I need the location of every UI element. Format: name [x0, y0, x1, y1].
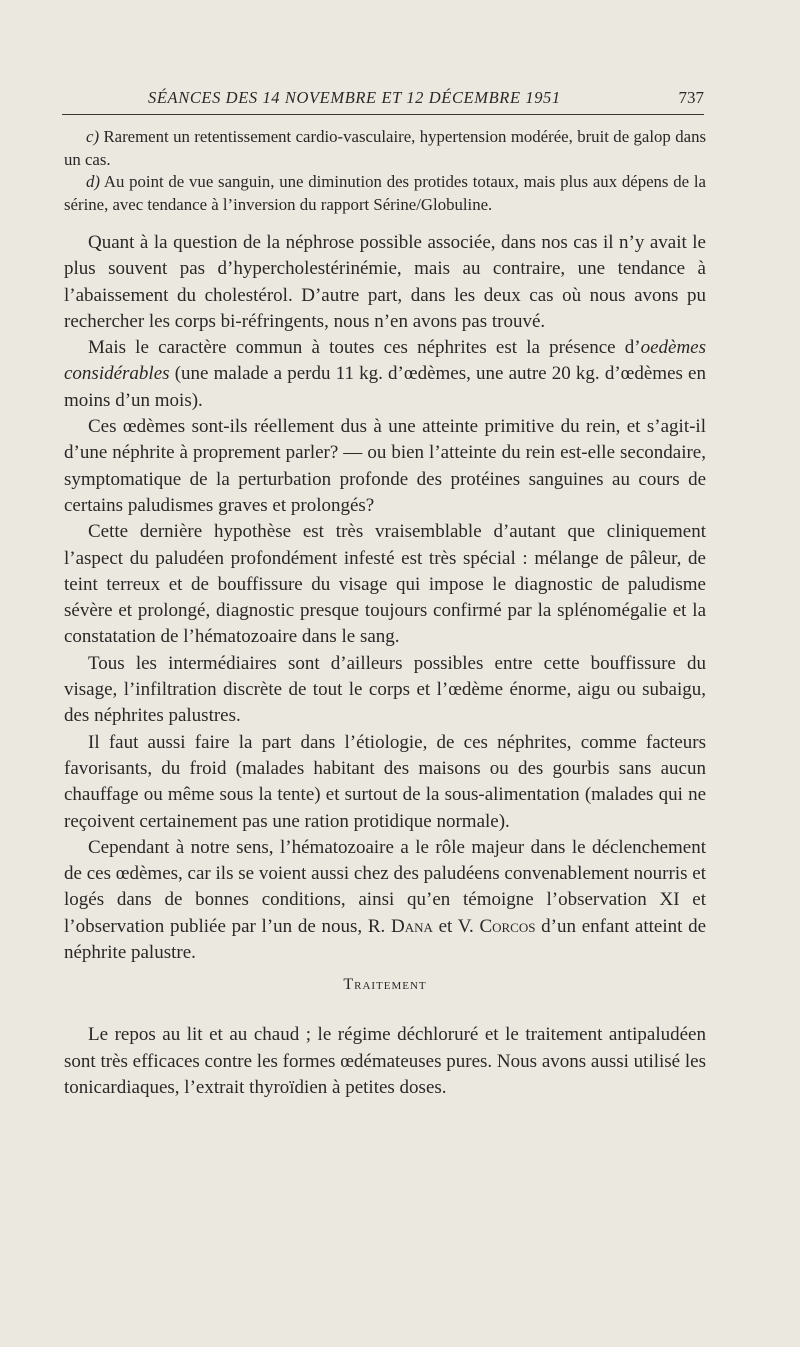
page-body	[64, 126, 706, 1101]
list-item-label: d)	[86, 172, 100, 191]
paragraph-text: et V.	[432, 915, 480, 937]
paragraph-nephrosis: Quant à la question de la néphrose possible associée, dans nos cas il n’y avait le plus souvent pas d’hypercholestérinémie, mais au contraire, une tendance à l’abaissement du cholestérol. D’autre part, dans les deux cas où nous avons pu rechercher les corps bi-réfringents, nous n’en avons pas trouvé.	[64, 232, 706, 332]
author-name: Corcos	[479, 915, 536, 937]
list-item-text: Rarement un retentissement cardio-vasculaire, hypertension modérée, bruit de galop dans un cas.	[64, 127, 706, 169]
author-name: Dana	[391, 915, 433, 937]
page-number: 737	[678, 88, 704, 107]
emphasis-text: oedèmes considérables	[64, 337, 706, 385]
paragraph-hematozoaire	[64, 835, 706, 966]
list-item	[64, 126, 706, 171]
paragraph-question: Ces œdèmes sont-ils réellement dus à une atteinte primitive du rein, et s’agit-il d’une néphrite à proprement parler? — ou bien l’atteinte du rein est-elle secondaire, symptomatique de la perturbation profonde des protéines sanguines au cours de certains paludismes graves et prolongés?	[64, 416, 706, 516]
paragraph-oedemes	[64, 335, 706, 414]
list-item-label: c)	[86, 127, 100, 146]
paragraph-intermediaries: Tous les intermédiaires sont d’ailleurs possibles entre cette bouffissure du visage, l’infiltration discrète de tout le corps et l’œdème énorme, aigu ou subaigu, des néphrites palustres.	[64, 652, 706, 727]
section-heading: Traitement	[343, 976, 427, 994]
paragraph-text: Mais le caractère commun à toutes ces néphrites est la présence d’	[88, 337, 641, 359]
paragraph-etiology: Il faut aussi faire la part dans l’étiologie, de ces néphrites, comme facteurs favorisants, du froid (malades habitant des maisons ou des gourbis sans aucun chauffage ou même sous la tente) et surtout de la sous-alimentation (malades qui ne reçoivent certainement pas une ration protidique normale).	[64, 731, 706, 832]
paragraph-text: d’un enfant atteint de néphrite palustre.	[64, 915, 707, 964]
running-title: SÉANCES DES 14 NOVEMBRE ET 12 DÉCEMBRE 1951	[148, 88, 561, 107]
paragraph-hypothesis: Cette dernière hypothèse est très vraisemblable d’autant que cliniquement l’aspect du paludéen profondément infesté est très spécial : mélange de pâleur, de teint terreux et de bouffissure du visage qui impose le diagnostic de paludisme sévère et prolongé, diagnostic presque toujours confirmé par la splénomégalie et la constatation de l’hématozoaire dans le sang.	[64, 521, 706, 648]
findings-list	[64, 126, 706, 216]
main-text	[64, 230, 706, 1101]
running-header	[62, 84, 704, 115]
list-item	[64, 171, 706, 216]
paragraph-text: (une malade a perdu 11 kg. d’œdèmes, une autre 20 kg. d’œdèmes en moins d’un mois).	[64, 363, 706, 411]
list-item-text: Au point de vue sanguin, une diminution des protides totaux, mais plus aux dépens de la sérine, avec tendance à l’inversion du rapport Sérine/Globuline.	[64, 172, 706, 214]
paragraph-text: Cependant à notre sens, l’hématozoaire a le rôle majeur dans le déclenchement de ces œdèmes, car ils se voient aussi chez des paludéens convenablement nourris et logés dans de bonnes conditions, ainsi qu’en témoigne l’observation XI et l’observation publiée par l’un de nous, R.	[64, 836, 706, 937]
paragraph-treatment: Le repos au lit et au chaud ; le régime déchloruré et le traitement antipaludéen sont très efficaces contre les formes œdémateuses pures. Nous avons aussi utilisé les tonicardiaques, l’extrait thyroïdien à petites doses.	[64, 1024, 706, 1098]
